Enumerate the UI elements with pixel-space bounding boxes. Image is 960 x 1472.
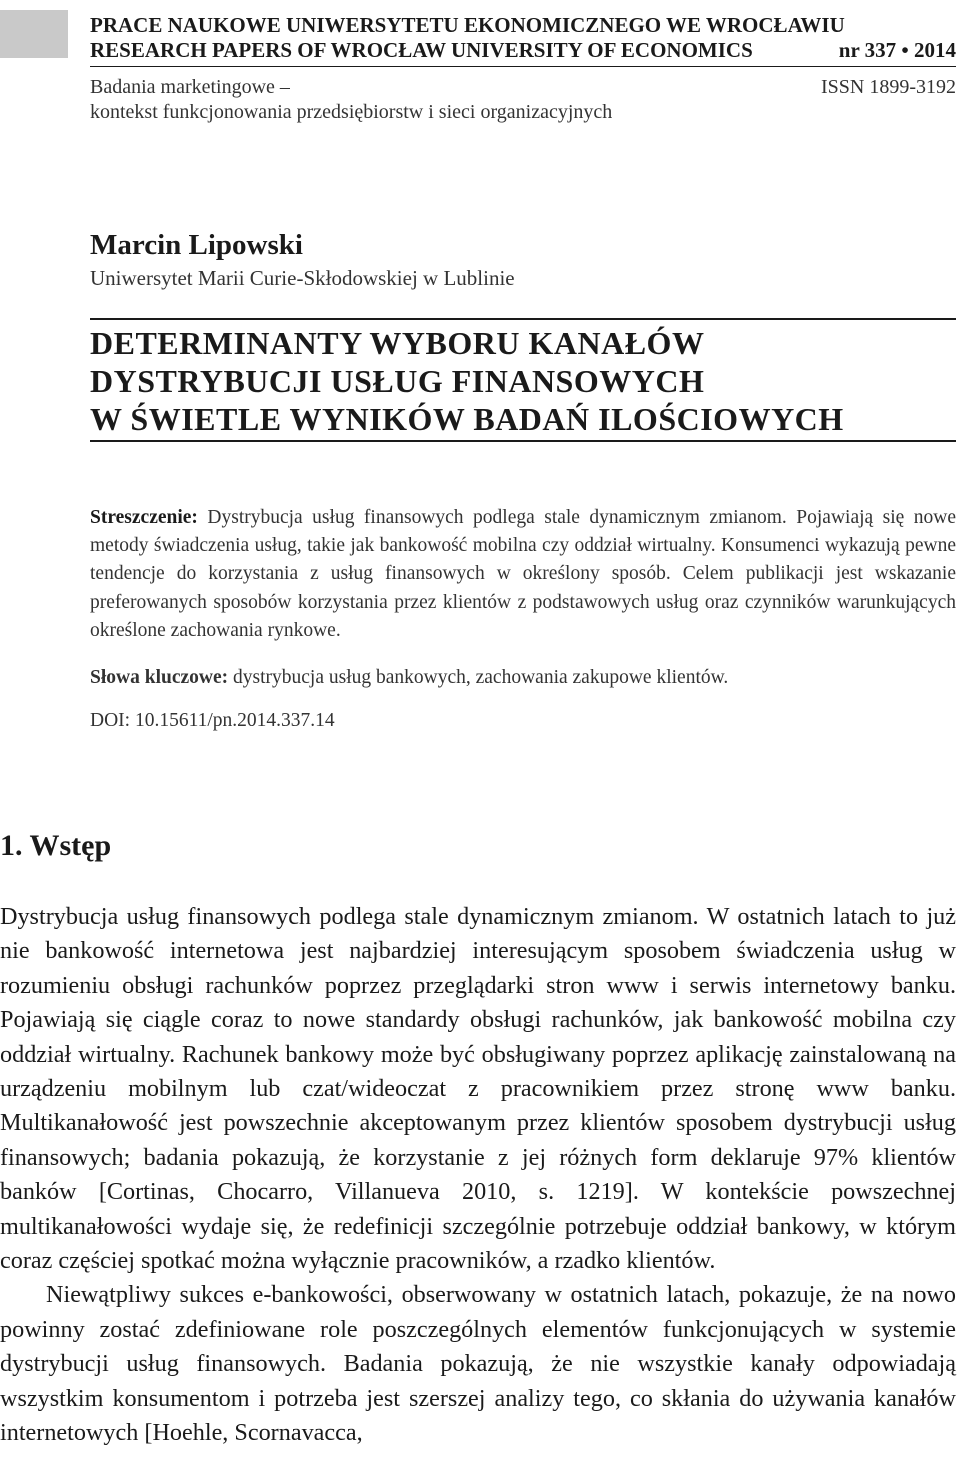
abstract <box>90 504 956 645</box>
keywords-label: Słowa kluczowe: <box>90 667 229 688</box>
issue-number: nr 337 • 2014 <box>838 38 956 62</box>
issn: ISSN 1899-3192 <box>820 76 956 98</box>
journal-title-polish: PRACE NAUKOWE UNIWERSYTETU EKONOMICZNEGO WE WROCŁAWIU <box>90 13 845 37</box>
section-body <box>0 900 956 1451</box>
author-name: Marcin Lipowski <box>90 229 303 261</box>
journal-title-english: RESEARCH PAPERS OF WROCŁAW UNIVERSITY OF ECONOMICS <box>90 38 753 62</box>
article-title <box>90 324 956 438</box>
keywords-text: dystrybucja usług bankowych, zachowania zakupowe klientów. <box>233 667 729 688</box>
keywords <box>90 664 956 692</box>
article-title-line: W ŚWIETLE WYNIKÓW BADAŃ ILOŚCIOWYCH <box>90 401 844 437</box>
header-rule <box>90 66 956 67</box>
section-heading: 1. Wstęp <box>0 829 112 862</box>
body-paragraph: Niewątpliwy sukces e-bankowości, obserwowany w ostatnich latach, pokazuje, że na nowo powinny zostać zdefiniowane role poszczególnych elementów funkcjonujących w systemie dystrybucji usług finansowych. Badania pokazują, że nie wszystkie kanały odpowiadają wszystkim konsumentom i potrzeba jest szerszej analizy tego, co skłania do używania kanałów internetowych [Hoehle, Scornavacca, <box>0 1281 956 1447</box>
title-rule-bottom <box>90 440 956 442</box>
article-title-line: DETERMINANTY WYBORU KANAŁÓW <box>90 325 705 361</box>
article-title-line: DYSTRYBUCJI USŁUG FINANSOWYCH <box>90 363 705 399</box>
doi: DOI: 10.15611/pn.2014.337.14 <box>90 710 335 731</box>
series-title: Badania marketingowe – <box>90 76 290 98</box>
title-rule-top <box>90 318 956 320</box>
body-paragraph: Dystrybucja usług finansowych podlega stale dynamicznym zmianom. W ostatnich latach to już nie bankowość internetowa jest najbardziej interesującym sposobem świadczenia usług w rozumieniu obsługi rachunków poprzez przeglądarki stron www i serwis internetowy banku. Pojawiają się ciągle coraz to nowe standardy obsługi rachunków, jak bankowość mobilna czy oddział wirtualny. Rachunek bankowy może być obsługiwany poprzez aplikację zainstalowaną na urządzeniu mobilnym lub czat/wideoczat z pracownikiem przez stronę www banku. Multikanałowość jest powszechnie akceptowanym przez klientów sposobem dystrybucji usług finansowych; badania pokazują, że korzystanie z jej różnych form deklaruje 97% klientów banków [Cortinas, Chocarro, Villanueva 2010, s. 1219]. W kontekście powszechnej multikanałowości wydaje się, że redefinicji szczególnie potrzebuje oddział bankowy, w którym coraz częściej spotkać można wyłącznie pracowników, a rzadko klientów. <box>0 903 956 1275</box>
header-decoration-box <box>0 10 68 58</box>
author-affiliation: Uniwersytet Marii Curie-Skłodowskiej w Lublinie <box>90 266 515 290</box>
series-subtitle: kontekst funkcjonowania przedsiębiorstw i sieci organizacyjnych <box>90 101 613 123</box>
abstract-text: Dystrybucja usług finansowych podlega stale dynamicznym zmianom. Pojawiają się nowe metody świadczenia usług, takie jak bankowość mobilna czy oddział wirtualny. Konsumenci wykazują pewne tendencje do korzystania z usług finansowych w określony sposób. Celem publikacji jest wskazanie preferowanych sposobów korzystania przez klientów z podstawowych usług oraz czynników warunkujących określone zachowania rynkowe. <box>90 507 957 641</box>
journal-title-english-row <box>90 37 956 63</box>
series-info <box>90 75 956 125</box>
abstract-label: Streszczenie: <box>90 507 198 528</box>
